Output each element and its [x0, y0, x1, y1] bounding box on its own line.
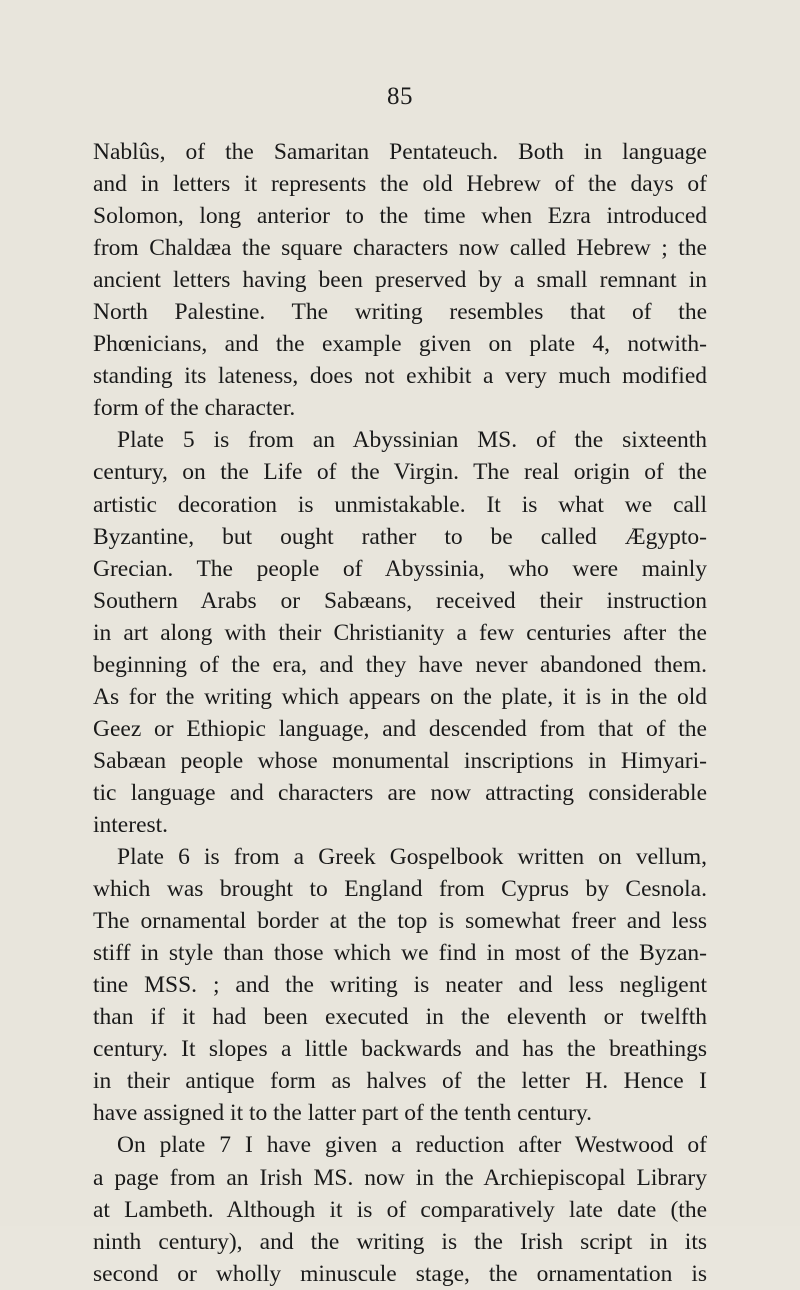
- text-line: The ornamental border at the top is somewhat freer and less: [93, 908, 707, 935]
- text-line: interest.: [93, 811, 169, 838]
- text-line: from Chaldæa the square characters now called Hebrew ; the: [93, 235, 707, 262]
- page-number: 85: [387, 83, 413, 110]
- body-text: [93, 136, 707, 1290]
- text-line: Southern Arabs or Sabæans, received their instruction: [93, 587, 707, 614]
- text-line: century, on the Life of the Virgin. The real origin of the: [93, 459, 707, 486]
- text-line: Geez or Ethiopic language, and descended from that of the: [93, 715, 707, 742]
- text-line: ancient letters having been preserved by a small remnant in: [93, 267, 707, 294]
- text-line: century. It slopes a little backwards and has the breathings: [93, 1036, 707, 1063]
- text-line: Nablûs, of the Samaritan Pentateuch. Both in language: [93, 139, 707, 165]
- text-line: in their antique form as halves of the letter H. Hence I: [93, 1068, 707, 1095]
- text-line: tine MSS. ; and the writing is neater and less negligent: [93, 972, 707, 999]
- text-line: As for the writing which appears on the plate, it is in the old: [93, 683, 707, 710]
- text-line: at Lambeth. Although it is of comparatively late date (the: [93, 1196, 707, 1223]
- text-line: Plate 6 is from a Greek Gospelbook written on vellum,: [117, 844, 707, 871]
- text-line: form of the character.: [93, 395, 296, 422]
- text-line: On plate 7 I have given a reduction after Westwood of: [117, 1132, 707, 1159]
- text-line: second or wholly minuscule stage, the ornamentation is: [93, 1260, 707, 1287]
- text-line: Byzantine, but ought rather to be called Ægypto-: [93, 523, 707, 550]
- text-line: a page from an Irish MS. now in the Archiepiscopal Library: [93, 1164, 707, 1191]
- text-line: have assigned it to the latter part of the tenth century.: [93, 1100, 592, 1127]
- text-line: North Palestine. The writing resembles that of the: [93, 299, 707, 326]
- text-line: ninth century), and the writing is the Irish script in its: [93, 1228, 707, 1255]
- text-line: artistic decoration is unmistakable. It is what we call: [93, 491, 707, 518]
- text-line: tic language and characters are now attracting considerable: [93, 779, 707, 806]
- text-line: and in letters it represents the old Hebrew of the days of: [93, 171, 707, 198]
- text-line: in art along with their Christianity a few centuries after the: [93, 619, 707, 646]
- text-line: Plate 5 is from an Abyssinian MS. of the sixteenth: [117, 427, 707, 454]
- text-line: than if it had been executed in the eleventh or twelfth: [93, 1004, 707, 1031]
- text-line: which was brought to England from Cyprus by Cesnola.: [93, 876, 707, 903]
- text-line: Sabæan people whose monumental inscriptions in Himyari-: [93, 747, 707, 774]
- text-line: beginning of the era, and they have never abandoned them.: [93, 651, 707, 678]
- text-line: standing its lateness, does not exhibit a very much modified: [93, 363, 707, 390]
- text-line: Solomon, long anterior to the time when Ezra introduced: [93, 203, 707, 230]
- text-line: Phœnicians, and the example given on plate 4, notwith-: [93, 331, 707, 358]
- text-line: Grecian. The people of Abyssinia, who were mainly: [93, 555, 707, 582]
- text-line: stiff in style than those which we find in most of the Byzan-: [93, 940, 707, 967]
